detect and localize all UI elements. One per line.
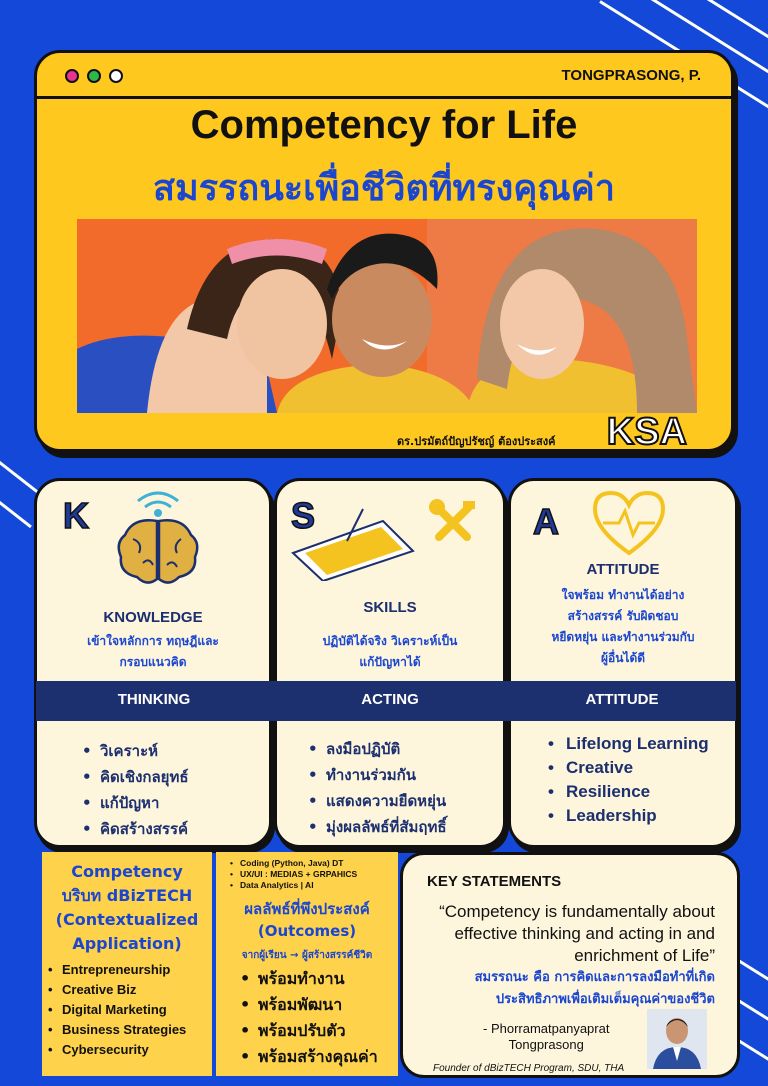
key-statements-box [400, 852, 740, 1078]
list-item: • Coding (Python, Java) DT [230, 858, 357, 869]
key-thai [475, 967, 715, 1011]
list-item: • UX/UI : MEDIAS + GRPAHICS [230, 869, 357, 880]
list-item: • Resilience [548, 780, 709, 804]
card-desc-line: ใจพร้อม ทำงานได้อย่าง [561, 588, 685, 602]
card-desc-skills [285, 631, 495, 673]
context-list [48, 960, 186, 1060]
hero-photo [77, 219, 697, 413]
list-item: • Creative Biz [48, 980, 186, 1000]
list-item: • พร้อมสร้างคุณค่า [240, 1044, 378, 1070]
heart-pulse-icon [589, 489, 669, 559]
outcomes-title [216, 898, 398, 942]
key-heading: KEY STATEMENTS [427, 873, 562, 890]
decor-stripe [0, 470, 32, 528]
list-item: • Entrepreneurship [48, 960, 186, 980]
attitude-list [548, 732, 709, 828]
author-tag: TONGPRASONG, P. [561, 67, 701, 84]
key-quote-line: enrichment of Life” [574, 946, 715, 965]
outcomes-title-line: (Outcomes) [257, 922, 357, 940]
list-item: • พร้อมทำงาน [240, 966, 378, 992]
window-dot-white [109, 69, 123, 83]
band-label-attitude: ATTITUDE [585, 691, 659, 708]
photo-caption: ดร.ปรมัตถ์ปัญปรัชญ์ ต้องประสงค์ [397, 435, 556, 448]
context-box [42, 852, 212, 1076]
tech-list [230, 858, 357, 891]
outcomes-subtitle: จากผู้เรียน → ผู้สร้างสรรค์ชีวิต [241, 950, 373, 961]
key-role: Founder of dBizTECH Program, SDU, THA [433, 1063, 625, 1074]
list-item: • Business Strategies [48, 1020, 186, 1040]
window-title-bar [37, 53, 731, 99]
context-title [42, 860, 212, 956]
band-label-acting: ACTING [361, 691, 419, 708]
card-desc-line: ผู้อื่นได้ดี [600, 651, 646, 665]
acting-list [308, 736, 446, 840]
list-item: • Data Analytics | AI [230, 880, 357, 891]
key-quote [439, 901, 715, 967]
card-letter-a: A [533, 501, 559, 542]
list-item: • แสดงความยืดหยุ่น [308, 788, 446, 814]
page-title-english: Competency for Life [190, 103, 578, 147]
list-item: • Leadership [548, 804, 709, 828]
list-item: • มุ่งผลลัพธ์ที่สัมฤทธิ์ [308, 814, 446, 840]
outcomes-box [216, 852, 398, 1076]
dimension-band [36, 681, 736, 721]
context-title-line: (Contextualized [55, 910, 199, 929]
list-item: • คิดเชิงกลยุทธ์ [82, 764, 189, 790]
card-desc-line: กรอบแนวคิด [119, 655, 187, 669]
key-quote-line: “Competency is fundamentally about [439, 902, 715, 921]
list-item: • ทำงานร่วมกัน [308, 762, 446, 788]
outcomes-list [240, 966, 378, 1070]
key-thai-line: สมรรถนะ คือ การคิดและการลงมือทำที่เกิด [474, 970, 715, 985]
band-label-thinking: THINKING [117, 691, 191, 708]
card-desc-attitude [519, 585, 727, 669]
list-item: • ลงมือปฏิบัติ [308, 736, 446, 762]
author-avatar [647, 1009, 707, 1069]
card-desc-line: สร้างสรรค์ รับผิดชอบ [567, 609, 679, 623]
card-letter-s: S [291, 495, 316, 536]
context-title-line: บริบท dBizTECH [61, 886, 193, 905]
list-item: • พร้อมปรับตัว [240, 1018, 378, 1044]
key-quote-line: effective thinking and acting in and [454, 924, 715, 943]
list-item: • Lifelong Learning [548, 732, 709, 756]
card-desc-line: แก้ปัญหาได้ [359, 655, 421, 669]
people-illustration [77, 219, 697, 413]
card-letter-k: K [63, 495, 89, 536]
tablet-tools-icon [287, 491, 487, 581]
page-title-thai: สมรรถนะเพื่อชีวิตที่ทรงคุณค่า [153, 168, 615, 209]
card-desc-line: ปฏิบัติได้จริง วิเคราะห์เป็น [322, 634, 458, 648]
window-dot-green [87, 69, 101, 83]
ksa-label: KSA [606, 411, 687, 452]
list-item: • วิเคราะห์ [82, 738, 189, 764]
key-author-line: Tongprasong [508, 1037, 584, 1052]
card-desc-line: เข้าใจหลักการ ทฤษฎีและ [87, 634, 219, 648]
card-desc-line: หยืดหยุ่น และทำงานร่วมกับ [551, 630, 695, 644]
card-desc-knowledge [45, 631, 261, 673]
list-item: • Creative [548, 756, 709, 780]
header-window [34, 50, 734, 452]
card-heading-skills: SKILLS [363, 599, 417, 616]
context-title-line: Application) [72, 934, 182, 953]
window-dot-pink [65, 69, 79, 83]
list-item: • Cybersecurity [48, 1040, 186, 1060]
list-item: • พร้อมพัฒนา [240, 992, 378, 1018]
key-thai-line: ประสิทธิภาพเพื่อเติมเต็มคุณค่าของชีวิต [495, 992, 715, 1007]
card-heading-knowledge: KNOWLEDGE [103, 609, 203, 626]
key-author-line: - Phorramatpanyaprat [483, 1021, 610, 1036]
brain-icon [103, 483, 213, 593]
key-author [483, 1021, 609, 1053]
card-heading-attitude: ATTITUDE [586, 561, 660, 578]
context-title-line: Competency [71, 862, 183, 881]
outcomes-title-line: ผลลัพธ์ที่พึงประสงค์ [244, 900, 370, 918]
list-item: • คิดสร้างสรรค์ [82, 816, 189, 842]
list-item: • Digital Marketing [48, 1000, 186, 1020]
thinking-list [82, 738, 189, 842]
list-item: • แก้ปัญหา [82, 790, 189, 816]
